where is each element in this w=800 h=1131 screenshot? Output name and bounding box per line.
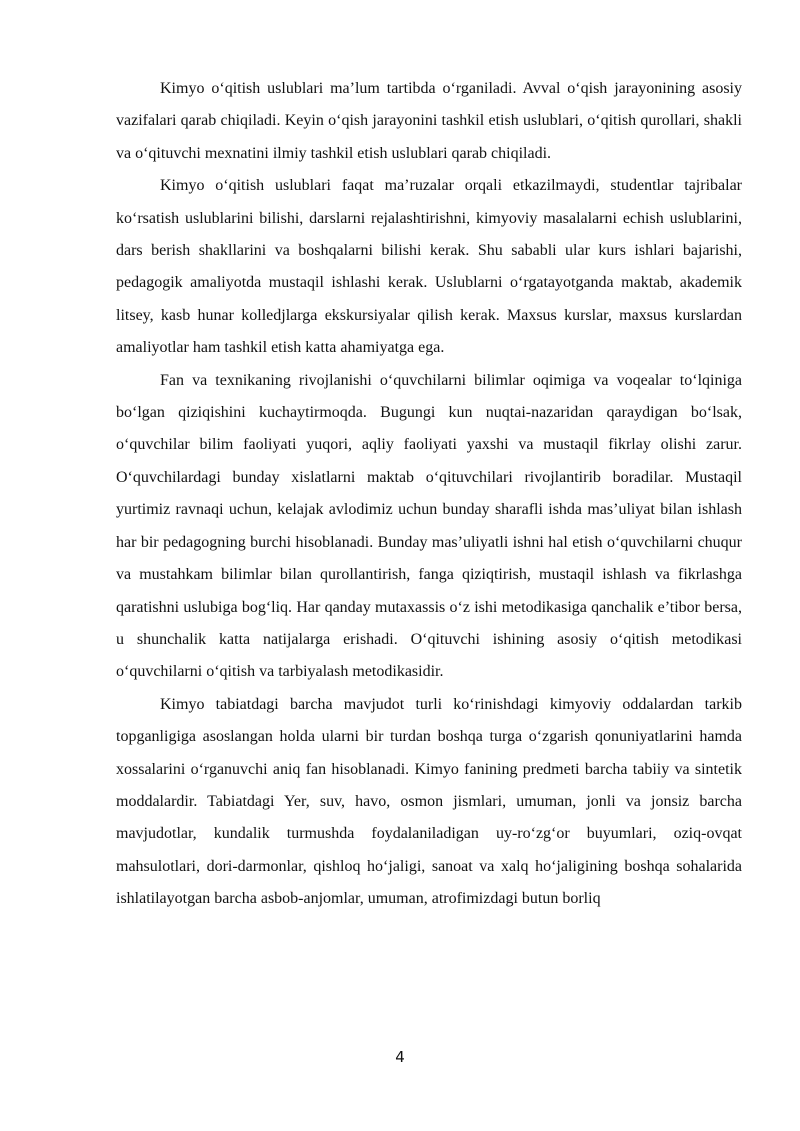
paragraph-2: Kimyo o‘qitish uslublari faqat ma’ruzalar orqali etkazilmaydi, studentlar tajribalar ko‘rsatish uslublarini bilishi, darslarni rejalashtirishni, kimyoviy masalalarni echish uslublarini, dars berish shakllarini va boshqalarni bilishi kerak. Shu sababli ular kurs ishlari bajarishi, pedagogik amaliyotda mustaqil ishlashi kerak. Uslublarni o‘rgatayotganda maktab, akademik litsey, kasb hunar kolledjlarga ekskursiyalar qilish kerak. Maxsus kurslar, maxsus kurslardan amaliyotlar ham tashkil etish katta ahamiyatga ega. — [116, 177, 742, 357]
document-body — [116, 73, 742, 916]
paragraph-1: Kimyo o‘qitish uslublari ma’lum tartibda o‘rganiladi. Avval o‘qish jarayonining asosiy vazifalari qarab chiqiladi. Keyin o‘qish jarayonini tashkil etish uslublari, o‘qitish qurollari, shakli va o‘qituvchi mexnatini ilmiy tashkil etish uslublari qarab chiqiladi. — [116, 80, 742, 162]
paragraph-4: Kimyo tabiatdagi barcha mavjudot turli ko‘rinishdagi kimyoviy oddalardan tarkib topganligiga asoslangan holda ularni bir turdan boshqa turga o‘zgarish qonuniyatlarini hamda xossalarini o‘rganuvchi aniq fan hisoblanadi. Kimyo fanining predmeti barcha tabiiy va sintetik moddalardir. Tabiatdagi Yer, suv, havo, osmon jismlari, umuman, jonli va jonsiz barcha mavjudotlar, kundalik turmushda foydalaniladigan uy-ro‘zg‘or buyumlari, oziq-ovqat mahsulotlari, dori-darmonlar, qishloq ho‘jaligi, sanoat va xalq ho‘jaligining boshqa sohalarida ishlatilayotgan barcha asbob-anjomlar, umuman, atrofimizdagi butun borliq — [116, 695, 742, 908]
paragraph-3: Fan va texnikaning rivojlanishi o‘quvchilarni bilimlar oqimiga va voqealar to‘lqiniga bo‘lgan qiziqishini kuchaytirmoqda. Bugungi kun nuqtai-nazaridan qaraydigan bo‘lsak, o‘quvchilar bilim faoliyati yuqori, aqliy faoliyati yaxshi va mustaqil fikrlay olishi zarur. O‘quvchilardagi bunday xislatlarni maktab o‘qituvchilari rivojlantirib boradilar. Mustaqil yurtimiz ravnaqi uchun, kelajak avlodimiz uchun bunday sharafli ishda mas’uliyat bilan ishlash har bir pedagogning burchi hisoblanadi. Bunday mas’uliyatli ishni hal etish o‘quvchilarni chuqur va mustahkam bilimlar bilan qurollantirish, fanga qiziqtirish, mustaqil ishlash va fikrlashga qaratishni uslubiga bog‘liq. Har qanday mutaxassis o‘z ishi metodikasiga qanchalik e’tibor bersa, u shunchalik katta natijalarga erishadi. O‘qituvchi ishining asosiy o‘qitish metodikasi o‘quvchilarni o‘qitish va tarbiyalash metodikasidir. — [116, 371, 742, 681]
page-number: 4 — [395, 1048, 405, 1066]
